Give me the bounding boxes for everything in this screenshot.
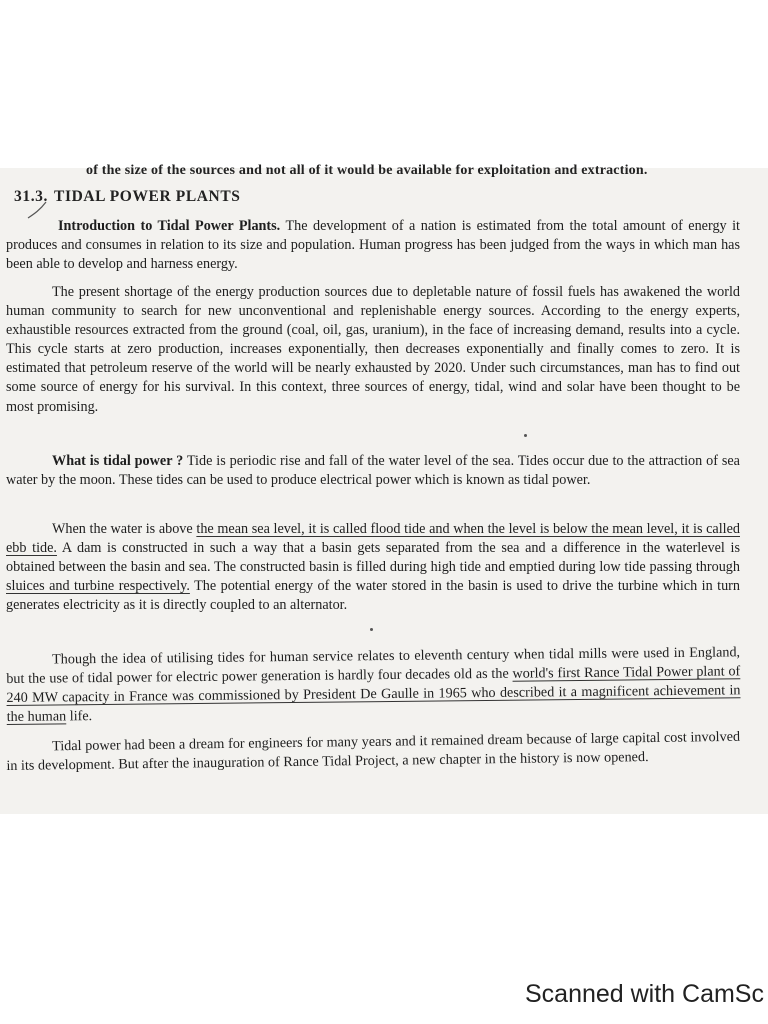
underlined-text: sluices and turbine respectively. <box>6 578 190 595</box>
paragraph-text: Though the idea of utilising tides for human service relates to eleventh century when tidal mills were used in England, but the use of tidal power for electric power generation is hardly four decades old as the <box>6 644 741 688</box>
paragraph-introduction <box>6 217 740 274</box>
paragraph-text: The potential energy of the water stored in the basin is used to drive the turbine which in turn generates electricity as it is directly coupled to an alternator. <box>6 578 741 614</box>
underlined-text: world's first Rance Tidal Power plant of 240 MW capacity in France was commissioned by President De Gaulle in 1965 who described it a magnificent achievement in the human <box>6 663 741 726</box>
ink-dot <box>370 628 373 631</box>
paragraph-tides-and-dam <box>6 520 740 615</box>
section-number: 31.3. <box>14 188 48 205</box>
paragraph-text: Tide is periodic rise and fall of the water level of the sea. Tides occur due to the attraction of sea water by the moon. These tides can be used to produce electrical power which is known as tidal power. <box>6 453 740 489</box>
scanner-watermark: Scanned with CamSc <box>524 980 764 1008</box>
paragraph-text: When the water is above <box>52 521 197 537</box>
paragraph-text: The present shortage of the energy production sources due to depletable nature of fossil fuels has awakened the world human community to search for new unconventional and replenishable energy sources. According to the energy experts, exhaustible resources extracted from the ground (coal, oil, gas, uranium), in the face of increasing demand, results into a cycle. This cycle starts at zero production, increases exponentially, then decreases exponentially and finally comes to zero. It is estimated that petroleum reserve of the world will be nearly exhausted by 2020. Under such circumstances, man has to find out some source of energy for his survival. In this context, three sources of energy, tidal, wind and solar have been thought to be most promising. <box>6 284 740 415</box>
paragraph-lead: What is tidal power ? <box>52 453 184 469</box>
ink-dot <box>524 434 527 437</box>
underlined-text: the mean sea level, it is called flood tide and when the level is below the mean level, it is called ebb tide. <box>6 521 740 557</box>
paragraph-energy-shortage <box>6 283 740 417</box>
paragraph-text: life. <box>66 708 93 725</box>
paragraph-text: The development of a nation is estimated from the total amount of energy it produces and consumes in relation to its size and population. Human progress has been judged from the ways in which man has been able to develop and harness energy. <box>6 218 740 273</box>
paragraph-lead: Introduction to Tidal Power Plants. <box>58 218 281 234</box>
paragraph-text: Tidal power had been a dream for engineers for many years and it remained dream because of large capital cost involved in its development. But after the inauguration of Rance Tidal Project, a new chapter in the history is now opened. <box>6 728 741 775</box>
paragraph-what-is-tidal-power <box>6 452 740 490</box>
paragraph-history <box>6 643 741 727</box>
paragraph-text: A dam is constructed in such a way that a basin gets separated from the sea and a difference in the waterlevel is obtained between the basin and sea. The constructed basin is filled during high tide and emptied during low tide passing through <box>6 540 740 576</box>
section-title: TIDAL POWER PLANTS <box>54 188 241 205</box>
cutoff-text-line: of the size of the sources and not all of it would be available for exploitation and extraction. <box>86 164 648 178</box>
